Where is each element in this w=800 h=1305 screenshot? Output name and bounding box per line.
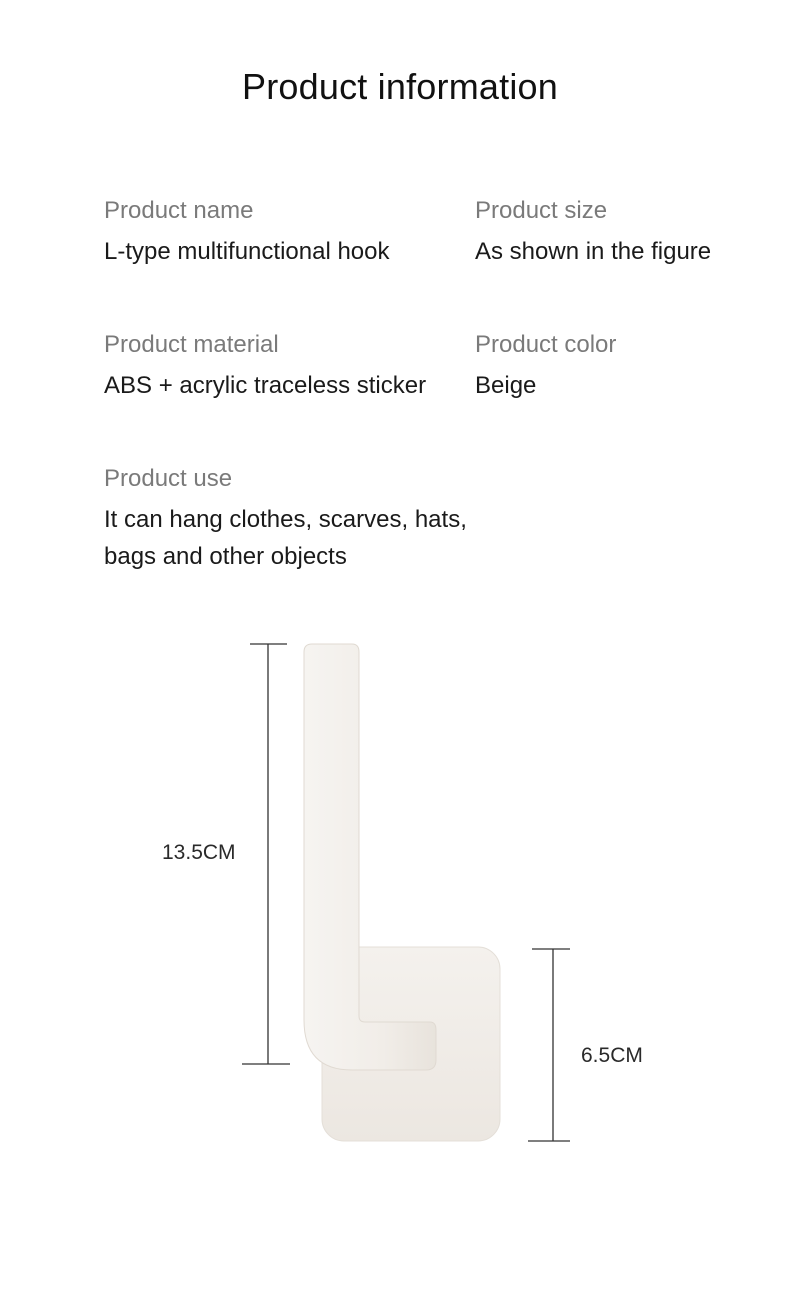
product-size-label: Product size	[475, 197, 608, 224]
product-name-label: Product name	[104, 197, 254, 224]
product-color-label: Product color	[475, 331, 617, 358]
info-product-use	[104, 463, 524, 575]
product-color-value: Beige	[475, 372, 537, 399]
hook-illustration	[0, 620, 800, 1180]
page-title: Product information	[242, 66, 558, 107]
product-use-label: Product use	[104, 465, 233, 492]
product-use-value: It can hang clothes, scarves, hats, bags and other objects	[104, 506, 467, 570]
info-product-name	[104, 195, 390, 270]
product-material-value: ABS + acrylic traceless sticker	[104, 372, 427, 399]
info-product-size	[475, 195, 711, 270]
product-name-value: L-type multifunctional hook	[104, 238, 390, 265]
base-dimension-label: 6.5CM	[581, 1044, 643, 1067]
product-dimension-figure	[0, 620, 800, 1180]
info-product-color	[475, 329, 616, 404]
product-material-label: Product material	[104, 331, 279, 358]
info-product-material	[104, 329, 426, 404]
height-dimension-line	[242, 644, 290, 1064]
height-dimension-label: 13.5CM	[162, 841, 236, 864]
product-size-value: As shown in the figure	[475, 238, 712, 265]
base-dimension-line	[528, 949, 570, 1141]
